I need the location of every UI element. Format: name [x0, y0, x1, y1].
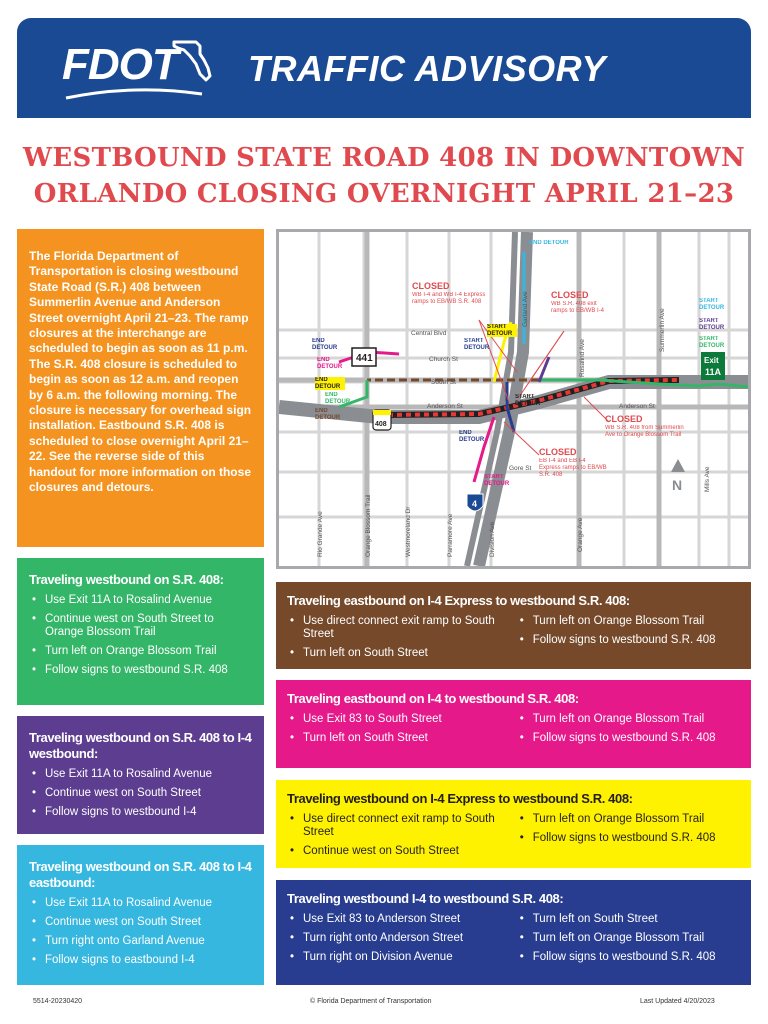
north-arrow-icon — [671, 459, 685, 493]
logo-text: FDOT — [62, 40, 178, 89]
detour-step: • Follow signs to westbound S.R. 408 — [517, 732, 740, 745]
street-parramore: Parramore Ave — [447, 513, 454, 557]
detour-title: Traveling eastbound on I-4 Express to westbound S.R. 408: — [287, 593, 630, 608]
closed-3-desc: WB S.R. 408 from Summerlin Ave to Orange Blossom Trail — [605, 425, 684, 438]
detour-box-wb408-i4wb — [17, 716, 264, 834]
detour-step: • Use Exit 11A to Rosalind Avenue — [29, 594, 252, 607]
headline-line-2: ORLANDO CLOSING OVERNIGHT APRIL 21–23 — [33, 179, 735, 209]
logo-swoosh-icon — [64, 88, 204, 100]
north-label: N — [672, 477, 683, 493]
detour-title: Traveling westbound on I-4 Express to westbound S.R. 408: — [287, 791, 633, 806]
start-detour-navy: START DETOUR — [464, 338, 490, 351]
street-south: South St — [431, 379, 456, 386]
street-anderson-east: Anderson St — [619, 403, 655, 410]
detour-step: • Turn left on Orange Blossom Trail — [517, 813, 740, 826]
closed-4-desc: EB I-4 and EB I-4 Express ramps to EB/WB S.R. 408 — [539, 458, 607, 478]
detour-step: • Use Exit 83 to South Street — [287, 713, 517, 726]
advisory-title: TRAFFIC ADVISORY — [248, 48, 607, 89]
detour-step: • Follow signs to westbound S.R. 408 — [517, 832, 740, 845]
detour-step: • Follow signs to westbound S.R. 408 — [517, 951, 740, 964]
detour-box-eb-i4-express — [276, 582, 751, 669]
street-rosalind: Rosalind Ave — [579, 339, 586, 377]
detour-box-wb-i4-express — [276, 780, 751, 868]
us441-shield-icon — [352, 348, 376, 366]
footer-updated: Last Updated 4/20/2023 — [640, 998, 715, 1005]
end-detour-green: END DETOUR — [325, 392, 351, 405]
street-mills: Mills Ave — [704, 466, 711, 492]
detour-step: • Turn right onto Anderson Street — [287, 932, 517, 945]
street-church: Church St — [429, 356, 458, 363]
detour-step: • Turn right on Division Avenue — [287, 951, 517, 964]
street-central: Central Blvd — [411, 330, 447, 337]
detour-step: • Follow signs to eastbound I-4 — [29, 954, 252, 967]
start-detour-purple: START DETOUR — [699, 318, 725, 331]
detour-steps-left — [287, 713, 517, 751]
street-gore: Gore St — [509, 465, 532, 472]
intro-text: The Florida Department of Transportation is closing westbound State Road (S.R.) 408 between Summerlin Avenue and Anderson Street overnight April 21–23. The ramp closures at the interchange are scheduled to begin as soon as 11 p.m. The S.R. 408 closure is scheduled to begin as soon as 12 a.m. and reopen by 6 a.m. the following morning. The closure is necessary for overhead sign installation. Eastbound S.R. 408 is scheduled to close overnight April 21–22. See the reverse side of this handout for more information on those closures and detours. — [29, 249, 252, 495]
i4-number: 4 — [472, 499, 478, 509]
street-obt: Orange Blossom Trail — [365, 494, 372, 557]
detour-step: • Use Exit 83 to Anderson Street — [287, 913, 517, 926]
detour-steps-right — [517, 713, 740, 751]
us441-number: 441 — [356, 353, 373, 364]
detour-title: Traveling westbound on S.R. 408 to I-4 westbound: — [29, 730, 252, 761]
start-detour-yellow: START DETOUR — [487, 324, 517, 337]
detour-steps — [29, 594, 252, 677]
detour-box-wb408 — [17, 558, 264, 705]
detour-step: • Turn left on Orange Blossom Trail — [517, 932, 740, 945]
headline-line-1: WESTBOUND STATE ROAD 408 IN DOWNTOWN — [22, 143, 746, 173]
detour-step: • Turn right onto Garland Avenue — [29, 935, 252, 948]
detour-step: • Turn left on South Street — [287, 732, 517, 745]
detour-step: • Follow signs to westbound S.R. 408 — [29, 664, 252, 677]
start-detour-green: START DETOUR — [699, 336, 725, 349]
page-title — [20, 140, 748, 212]
detour-step: • Turn left on Orange Blossom Trail — [517, 615, 740, 628]
closed-2-desc: WB S.R. 408 exit ramps to EB/WB I-4 — [551, 301, 605, 314]
detour-title: Traveling westbound on S.R. 408: — [29, 572, 224, 587]
detour-step: • Use direct connect exit ramp to South Street — [287, 813, 517, 839]
detour-map — [276, 229, 751, 569]
detour-title: Traveling westbound I-4 to westbound S.R. 408: — [287, 891, 564, 906]
detour-step: • Follow signs to westbound I-4 — [29, 806, 252, 819]
detour-steps-right — [517, 813, 740, 864]
map-canvas — [279, 232, 748, 566]
florida-state-icon — [170, 38, 214, 84]
street-anderson-west: Anderson St — [427, 403, 463, 410]
i4-shield-icon — [467, 494, 483, 511]
footer-copyright: © Florida Department of Transportation — [310, 998, 432, 1005]
end-detour-brown: END DETOUR — [315, 408, 341, 421]
detour-steps-right — [517, 615, 740, 666]
detour-step: • Turn left on South Street — [517, 913, 740, 926]
end-detour-cyan: END DETOUR — [529, 240, 569, 246]
detour-step: • Turn left on Orange Blossom Trail — [517, 713, 740, 726]
intro-panel — [17, 229, 264, 547]
start-detour-brown: START DETOUR — [515, 394, 541, 407]
detour-step: • Turn left on South Street — [287, 647, 517, 660]
end-detour-navy-2: END DETOUR — [459, 430, 485, 443]
closed-callout-1 — [412, 281, 494, 326]
street-rio-grande: Rio Grande Ave — [317, 511, 324, 557]
detour-step: • Follow signs to westbound S.R. 408 — [517, 634, 740, 647]
detour-steps-left — [287, 615, 517, 666]
start-detour-pink: START DETOUR — [484, 474, 510, 487]
detour-step: • Continue west on South Street — [29, 787, 252, 800]
detour-step: • Use direct connect exit ramp to South Street — [287, 615, 517, 641]
svg-text:CLOSED: CLOSED — [605, 414, 643, 424]
footer-code: 5514-20230420 — [33, 998, 83, 1005]
street-orange: Orange Ave — [577, 517, 584, 552]
sr408-shield-icon — [373, 410, 391, 430]
detour-step: • Continue west on South Street — [287, 845, 517, 858]
svg-text:CLOSED: CLOSED — [539, 447, 577, 457]
end-detour-yellow: END DETOUR — [315, 377, 345, 390]
exit-number: 11A — [705, 367, 722, 377]
closed-1-desc: WB I-4 and WB I-4 Express ramps to EB/WB S.R. 408 — [412, 292, 486, 305]
detour-step: • Continue west on South Street to Orange Blossom Trail — [29, 613, 252, 639]
exit-11a-sign-icon — [701, 352, 725, 380]
detour-box-eb-i4 — [276, 680, 751, 768]
detour-steps — [29, 897, 252, 967]
fdot-logo — [62, 38, 212, 100]
svg-text:CLOSED: CLOSED — [551, 290, 589, 300]
sr408-number: 408 — [375, 421, 387, 428]
start-detour-cyan: START DETOUR — [699, 298, 725, 311]
detour-title: Traveling eastbound on I-4 to westbound S.R. 408: — [287, 691, 579, 706]
street-division: Division Ave — [489, 521, 496, 557]
detour-title: Traveling westbound on S.R. 408 to I-4 eastbound: — [29, 859, 252, 890]
closed-callout-4 — [539, 447, 609, 488]
end-detour-pink: END DETOUR — [317, 357, 343, 370]
detour-steps-right — [517, 913, 740, 970]
street-garland: Garland Ave — [522, 291, 529, 327]
detour-step: • Continue west on South Street — [29, 916, 252, 929]
detour-steps-left — [287, 813, 517, 864]
detour-steps — [29, 768, 252, 819]
closed-callout-3 — [605, 414, 691, 455]
exit-label: Exit — [704, 356, 719, 365]
street-westmoreland: Westmoreland Dr — [405, 506, 412, 557]
detour-step: • Use Exit 11A to Rosalind Avenue — [29, 768, 252, 781]
end-detour-navy: END DETOUR — [312, 338, 338, 351]
detour-steps-left — [287, 913, 517, 970]
svg-text:CLOSED: CLOSED — [412, 281, 450, 291]
detour-box-wb-i4 — [276, 880, 751, 985]
detour-step: • Use Exit 11A to Rosalind Avenue — [29, 897, 252, 910]
closed-callout-2 — [551, 290, 611, 331]
detour-box-wb408-i4eb — [17, 845, 264, 985]
street-summerlin: Summerlin Ave — [659, 308, 666, 352]
detour-step: • Turn left on Orange Blossom Trail — [29, 645, 252, 658]
